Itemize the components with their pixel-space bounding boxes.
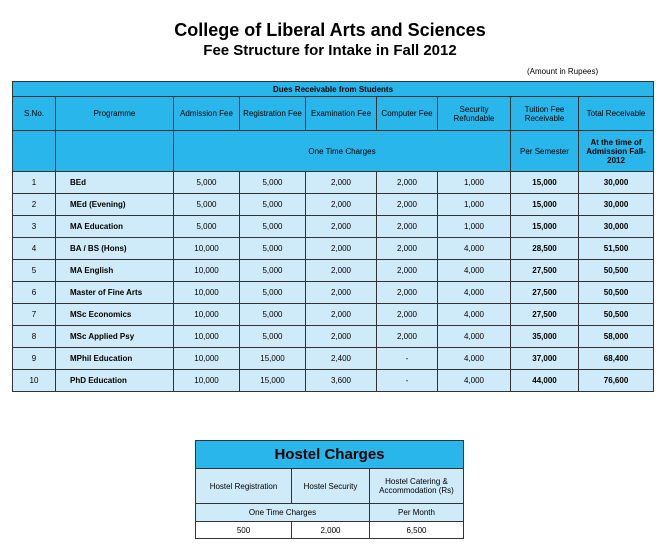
cell-computer: 2,000	[377, 304, 438, 326]
cell-examination: 2,000	[306, 260, 377, 282]
cell-total: 30,000	[579, 216, 654, 238]
table-row	[13, 304, 654, 326]
cell-security: 4,000	[438, 370, 511, 392]
cell-registration: 15,000	[240, 348, 306, 370]
cell-admission: 10,000	[174, 370, 240, 392]
cell-examination: 2,000	[306, 238, 377, 260]
cell-admission: 10,000	[174, 238, 240, 260]
cell-tuition: 28,500	[511, 238, 579, 260]
table-row	[13, 370, 654, 392]
cell-registration: 5,000	[240, 260, 306, 282]
table-row	[13, 172, 654, 194]
cell-total: 30,000	[579, 172, 654, 194]
cell-examination: 2,000	[306, 304, 377, 326]
cell-programme: MSc Applied Psy	[56, 326, 174, 348]
col-tuition-fee: Tuition Fee Receivable	[511, 97, 579, 131]
one-time-charges-label: One Time Charges	[174, 131, 511, 172]
cell-admission: 5,000	[174, 216, 240, 238]
dues-header: Dues Receivable from Students	[13, 82, 654, 97]
cell-programme: MA English	[56, 260, 174, 282]
cell-security: 4,000	[438, 304, 511, 326]
blank-cell	[13, 131, 56, 172]
cell-programme: MA Education	[56, 216, 174, 238]
cell-examination: 2,000	[306, 194, 377, 216]
col-programme: Programme	[56, 97, 174, 131]
hostel-charges-table	[195, 440, 464, 539]
cell-examination: 3,600	[306, 370, 377, 392]
cell-admission: 5,000	[174, 194, 240, 216]
col-sno: S.No.	[13, 97, 56, 131]
cell-computer: 2,000	[377, 282, 438, 304]
cell-registration: 5,000	[240, 172, 306, 194]
cell-admission: 10,000	[174, 304, 240, 326]
cell-sno: 2	[13, 194, 56, 216]
col-security-refundable: Security Refundable	[438, 97, 511, 131]
cell-sno: 4	[13, 238, 56, 260]
cell-sno: 3	[13, 216, 56, 238]
cell-total: 51,500	[579, 238, 654, 260]
cell-tuition: 15,000	[511, 216, 579, 238]
cell-tuition: 37,000	[511, 348, 579, 370]
cell-tuition: 15,000	[511, 172, 579, 194]
col-hostel-security: Hostel Security	[292, 469, 370, 504]
cell-sno: 5	[13, 260, 56, 282]
cell-programme: Master of Fine Arts	[56, 282, 174, 304]
cell-tuition: 27,500	[511, 282, 579, 304]
cell-sno: 7	[13, 304, 56, 326]
hostel-title: Hostel Charges	[196, 441, 464, 469]
table-row	[13, 194, 654, 216]
cell-programme: MPhil Education	[56, 348, 174, 370]
cell-total: 50,500	[579, 282, 654, 304]
hostel-catering-value: 6,500	[370, 522, 464, 539]
cell-security: 1,000	[438, 216, 511, 238]
col-total-receivable: Total Receivable	[579, 97, 654, 131]
cell-computer: 2,000	[377, 260, 438, 282]
cell-total: 50,500	[579, 260, 654, 282]
cell-security: 4,000	[438, 260, 511, 282]
cell-programme: BEd	[56, 172, 174, 194]
cell-computer: -	[377, 370, 438, 392]
cell-registration: 5,000	[240, 238, 306, 260]
cell-admission: 10,000	[174, 260, 240, 282]
cell-registration: 5,000	[240, 282, 306, 304]
cell-security: 4,000	[438, 282, 511, 304]
table-row	[13, 282, 654, 304]
cell-tuition: 15,000	[511, 194, 579, 216]
table-row	[13, 216, 654, 238]
cell-admission: 10,000	[174, 348, 240, 370]
hostel-one-time-label: One Time Charges	[196, 504, 370, 522]
cell-computer: 2,000	[377, 172, 438, 194]
table-row	[13, 260, 654, 282]
cell-admission: 10,000	[174, 326, 240, 348]
cell-examination: 2,400	[306, 348, 377, 370]
cell-tuition: 35,000	[511, 326, 579, 348]
table-row	[13, 348, 654, 370]
cell-computer: 2,000	[377, 326, 438, 348]
cell-sno: 8	[13, 326, 56, 348]
fee-structure-table	[12, 81, 654, 392]
cell-sno: 10	[13, 370, 56, 392]
cell-registration: 15,000	[240, 370, 306, 392]
cell-examination: 2,000	[306, 216, 377, 238]
col-computer-fee: Computer Fee	[377, 97, 438, 131]
col-registration-fee: Registration Fee	[240, 97, 306, 131]
cell-registration: 5,000	[240, 326, 306, 348]
cell-registration: 5,000	[240, 304, 306, 326]
cell-tuition: 27,500	[511, 260, 579, 282]
hostel-registration-value: 500	[196, 522, 292, 539]
cell-sno: 1	[13, 172, 56, 194]
cell-computer: 2,000	[377, 194, 438, 216]
blank-cell	[56, 131, 174, 172]
cell-registration: 5,000	[240, 194, 306, 216]
cell-computer: 2,000	[377, 216, 438, 238]
col-hostel-registration: Hostel Registration	[196, 469, 292, 504]
cell-tuition: 27,500	[511, 304, 579, 326]
cell-security: 1,000	[438, 172, 511, 194]
cell-total: 30,000	[579, 194, 654, 216]
cell-programme: MEd (Evening)	[56, 194, 174, 216]
cell-security: 1,000	[438, 194, 511, 216]
col-examination-fee: Examination Fee	[306, 97, 377, 131]
page-title: College of Liberal Arts and Sciences	[174, 20, 486, 40]
cell-tuition: 44,000	[511, 370, 579, 392]
cell-security: 4,000	[438, 238, 511, 260]
cell-programme: MSc Economics	[56, 304, 174, 326]
cell-programme: BA / BS (Hons)	[56, 238, 174, 260]
page-subtitle: Fee Structure for Intake in Fall 2012	[203, 42, 457, 59]
cell-computer: -	[377, 348, 438, 370]
col-admission-fee: Admission Fee	[174, 97, 240, 131]
cell-examination: 2,000	[306, 172, 377, 194]
hostel-per-month-label: Per Month	[370, 504, 464, 522]
table-row	[13, 238, 654, 260]
cell-security: 4,000	[438, 348, 511, 370]
table-row	[13, 326, 654, 348]
cell-total: 50,500	[579, 304, 654, 326]
cell-computer: 2,000	[377, 238, 438, 260]
cell-sno: 6	[13, 282, 56, 304]
cell-admission: 5,000	[174, 172, 240, 194]
cell-security: 4,000	[438, 326, 511, 348]
cell-total: 76,600	[579, 370, 654, 392]
cell-sno: 9	[13, 348, 56, 370]
cell-programme: PhD Education	[56, 370, 174, 392]
cell-total: 58,000	[579, 326, 654, 348]
cell-total: 68,400	[579, 348, 654, 370]
total-note: At the time of Admission Fall-2012	[579, 131, 654, 172]
cell-registration: 5,000	[240, 216, 306, 238]
hostel-security-value: 2,000	[292, 522, 370, 539]
col-hostel-catering: Hostel Catering & Accommodation (Rs)	[370, 469, 464, 504]
cell-admission: 10,000	[174, 282, 240, 304]
cell-examination: 2,000	[306, 282, 377, 304]
per-semester-label: Per Semester	[511, 131, 579, 172]
amount-note: (Amount in Rupees)	[527, 67, 599, 76]
cell-examination: 2,000	[306, 326, 377, 348]
